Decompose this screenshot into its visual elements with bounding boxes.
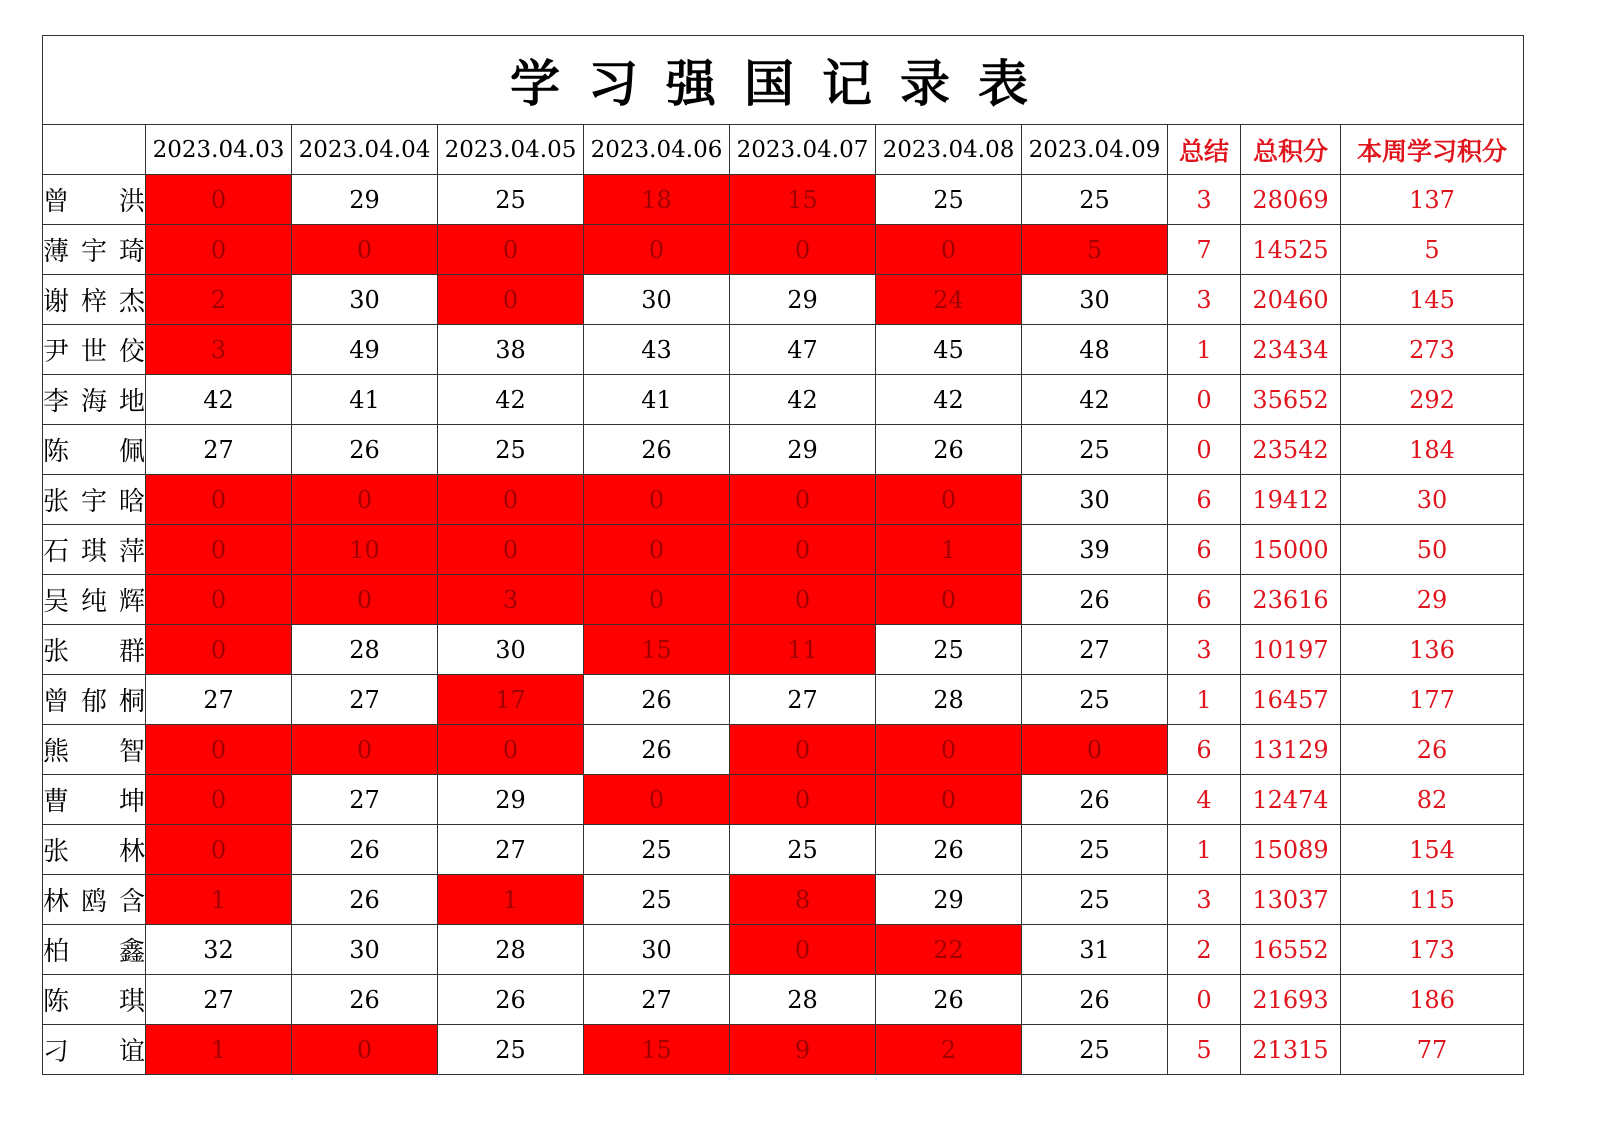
member-name: 吴纯辉 bbox=[43, 575, 146, 625]
daily-score: 27 bbox=[292, 675, 438, 725]
daily-score: 25 bbox=[730, 825, 876, 875]
daily-score: 0 bbox=[146, 725, 292, 775]
daily-score: 25 bbox=[438, 175, 584, 225]
summary-count: 0 bbox=[1168, 975, 1241, 1025]
table-row bbox=[43, 375, 1524, 425]
daily-score: 27 bbox=[730, 675, 876, 725]
total-points: 23542 bbox=[1241, 425, 1341, 475]
daily-score: 32 bbox=[146, 925, 292, 975]
daily-score: 39 bbox=[1022, 525, 1168, 575]
header-summary: 总结 bbox=[1168, 125, 1241, 175]
total-points: 35652 bbox=[1241, 375, 1341, 425]
member-name: 张宇晗 bbox=[43, 475, 146, 525]
daily-score: 0 bbox=[730, 775, 876, 825]
summary-count: 3 bbox=[1168, 175, 1241, 225]
daily-score: 25 bbox=[1022, 1025, 1168, 1075]
header-date: 2023.04.03 bbox=[146, 125, 292, 175]
summary-count: 7 bbox=[1168, 225, 1241, 275]
daily-score: 0 bbox=[876, 475, 1022, 525]
daily-score: 30 bbox=[292, 925, 438, 975]
daily-score: 48 bbox=[1022, 325, 1168, 375]
daily-score: 0 bbox=[292, 725, 438, 775]
weekly-points: 154 bbox=[1341, 825, 1524, 875]
daily-score: 0 bbox=[584, 775, 730, 825]
summary-count: 3 bbox=[1168, 625, 1241, 675]
weekly-points: 30 bbox=[1341, 475, 1524, 525]
daily-score: 0 bbox=[876, 575, 1022, 625]
daily-score: 0 bbox=[146, 825, 292, 875]
daily-score: 0 bbox=[876, 225, 1022, 275]
table-row bbox=[43, 525, 1524, 575]
member-name: 谢梓杰 bbox=[43, 275, 146, 325]
daily-score: 42 bbox=[146, 375, 292, 425]
weekly-points: 5 bbox=[1341, 225, 1524, 275]
daily-score: 30 bbox=[584, 275, 730, 325]
daily-score: 0 bbox=[584, 525, 730, 575]
daily-score: 26 bbox=[1022, 975, 1168, 1025]
daily-score: 26 bbox=[1022, 575, 1168, 625]
summary-count: 6 bbox=[1168, 725, 1241, 775]
daily-score: 25 bbox=[1022, 825, 1168, 875]
daily-score: 29 bbox=[438, 775, 584, 825]
header-weekly: 本周学习积分 bbox=[1341, 125, 1524, 175]
header-name-blank bbox=[43, 125, 146, 175]
daily-score: 1 bbox=[146, 875, 292, 925]
member-name: 张群 bbox=[43, 625, 146, 675]
header-date: 2023.04.08 bbox=[876, 125, 1022, 175]
header-row bbox=[43, 125, 1524, 175]
header-date: 2023.04.04 bbox=[292, 125, 438, 175]
member-name: 陈佩 bbox=[43, 425, 146, 475]
daily-score: 25 bbox=[438, 1025, 584, 1075]
table-row bbox=[43, 825, 1524, 875]
total-points: 16457 bbox=[1241, 675, 1341, 725]
daily-score: 0 bbox=[438, 525, 584, 575]
weekly-points: 29 bbox=[1341, 575, 1524, 625]
member-name: 熊智 bbox=[43, 725, 146, 775]
total-points: 16552 bbox=[1241, 925, 1341, 975]
table-row bbox=[43, 275, 1524, 325]
daily-score: 30 bbox=[1022, 475, 1168, 525]
daily-score: 0 bbox=[438, 225, 584, 275]
summary-count: 6 bbox=[1168, 575, 1241, 625]
daily-score: 0 bbox=[438, 725, 584, 775]
daily-score: 0 bbox=[584, 575, 730, 625]
daily-score: 26 bbox=[292, 425, 438, 475]
daily-score: 0 bbox=[292, 475, 438, 525]
daily-score: 10 bbox=[292, 525, 438, 575]
header-total: 总积分 bbox=[1241, 125, 1341, 175]
table-row bbox=[43, 725, 1524, 775]
total-points: 13129 bbox=[1241, 725, 1341, 775]
header-date: 2023.04.09 bbox=[1022, 125, 1168, 175]
total-points: 28069 bbox=[1241, 175, 1341, 225]
daily-score: 41 bbox=[584, 375, 730, 425]
daily-score: 27 bbox=[146, 425, 292, 475]
daily-score: 28 bbox=[438, 925, 584, 975]
table-row bbox=[43, 325, 1524, 375]
summary-count: 2 bbox=[1168, 925, 1241, 975]
table-row bbox=[43, 225, 1524, 275]
table-row bbox=[43, 425, 1524, 475]
daily-score: 28 bbox=[876, 675, 1022, 725]
daily-score: 5 bbox=[1022, 225, 1168, 275]
daily-score: 25 bbox=[584, 825, 730, 875]
member-name: 刁谊 bbox=[43, 1025, 146, 1075]
header-date: 2023.04.05 bbox=[438, 125, 584, 175]
total-points: 21693 bbox=[1241, 975, 1341, 1025]
total-points: 13037 bbox=[1241, 875, 1341, 925]
weekly-points: 173 bbox=[1341, 925, 1524, 975]
daily-score: 26 bbox=[584, 725, 730, 775]
weekly-points: 50 bbox=[1341, 525, 1524, 575]
daily-score: 49 bbox=[292, 325, 438, 375]
daily-score: 26 bbox=[584, 425, 730, 475]
daily-score: 0 bbox=[584, 225, 730, 275]
summary-count: 0 bbox=[1168, 425, 1241, 475]
summary-count: 1 bbox=[1168, 675, 1241, 725]
daily-score: 0 bbox=[584, 475, 730, 525]
weekly-points: 273 bbox=[1341, 325, 1524, 375]
daily-score: 42 bbox=[1022, 375, 1168, 425]
daily-score: 1 bbox=[438, 875, 584, 925]
daily-score: 43 bbox=[584, 325, 730, 375]
daily-score: 42 bbox=[438, 375, 584, 425]
weekly-points: 82 bbox=[1341, 775, 1524, 825]
daily-score: 0 bbox=[146, 525, 292, 575]
member-name: 林鸥含 bbox=[43, 875, 146, 925]
summary-count: 3 bbox=[1168, 275, 1241, 325]
daily-score: 29 bbox=[292, 175, 438, 225]
weekly-points: 137 bbox=[1341, 175, 1524, 225]
table-row bbox=[43, 1025, 1524, 1075]
daily-score: 15 bbox=[584, 625, 730, 675]
daily-score: 27 bbox=[292, 775, 438, 825]
daily-score: 26 bbox=[438, 975, 584, 1025]
daily-score: 25 bbox=[1022, 425, 1168, 475]
daily-score: 26 bbox=[292, 875, 438, 925]
daily-score: 25 bbox=[1022, 675, 1168, 725]
weekly-points: 145 bbox=[1341, 275, 1524, 325]
member-name: 石琪萍 bbox=[43, 525, 146, 575]
daily-score: 30 bbox=[438, 625, 584, 675]
daily-score: 26 bbox=[1022, 775, 1168, 825]
weekly-points: 115 bbox=[1341, 875, 1524, 925]
member-name: 尹世佼 bbox=[43, 325, 146, 375]
daily-score: 2 bbox=[876, 1025, 1022, 1075]
daily-score: 29 bbox=[730, 425, 876, 475]
member-name: 陈琪 bbox=[43, 975, 146, 1025]
total-points: 21315 bbox=[1241, 1025, 1341, 1075]
daily-score: 0 bbox=[146, 475, 292, 525]
daily-score: 15 bbox=[584, 1025, 730, 1075]
weekly-points: 136 bbox=[1341, 625, 1524, 675]
daily-score: 30 bbox=[1022, 275, 1168, 325]
daily-score: 0 bbox=[730, 525, 876, 575]
total-points: 10197 bbox=[1241, 625, 1341, 675]
daily-score: 9 bbox=[730, 1025, 876, 1075]
daily-score: 0 bbox=[292, 575, 438, 625]
table-row bbox=[43, 925, 1524, 975]
summary-count: 3 bbox=[1168, 875, 1241, 925]
daily-score: 0 bbox=[146, 175, 292, 225]
daily-score: 0 bbox=[1022, 725, 1168, 775]
weekly-points: 177 bbox=[1341, 675, 1524, 725]
member-name: 曹坤 bbox=[43, 775, 146, 825]
table-row bbox=[43, 175, 1524, 225]
daily-score: 25 bbox=[876, 625, 1022, 675]
daily-score: 0 bbox=[730, 225, 876, 275]
daily-score: 30 bbox=[292, 275, 438, 325]
summary-count: 1 bbox=[1168, 325, 1241, 375]
daily-score: 26 bbox=[584, 675, 730, 725]
daily-score: 30 bbox=[584, 925, 730, 975]
daily-score: 31 bbox=[1022, 925, 1168, 975]
weekly-points: 184 bbox=[1341, 425, 1524, 475]
daily-score: 0 bbox=[292, 225, 438, 275]
total-points: 12474 bbox=[1241, 775, 1341, 825]
weekly-points: 292 bbox=[1341, 375, 1524, 425]
daily-score: 47 bbox=[730, 325, 876, 375]
total-points: 15000 bbox=[1241, 525, 1341, 575]
daily-score: 25 bbox=[1022, 875, 1168, 925]
table-row bbox=[43, 675, 1524, 725]
table-row bbox=[43, 775, 1524, 825]
daily-score: 1 bbox=[876, 525, 1022, 575]
daily-score: 27 bbox=[146, 675, 292, 725]
daily-score: 0 bbox=[730, 725, 876, 775]
daily-score: 1 bbox=[146, 1025, 292, 1075]
daily-score: 42 bbox=[876, 375, 1022, 425]
daily-score: 28 bbox=[292, 625, 438, 675]
daily-score: 28 bbox=[730, 975, 876, 1025]
total-points: 20460 bbox=[1241, 275, 1341, 325]
table-row bbox=[43, 475, 1524, 525]
summary-count: 0 bbox=[1168, 375, 1241, 425]
total-points: 15089 bbox=[1241, 825, 1341, 875]
total-points: 19412 bbox=[1241, 475, 1341, 525]
member-name: 张林 bbox=[43, 825, 146, 875]
page-title: 学习强国记录表 bbox=[43, 36, 1524, 125]
daily-score: 17 bbox=[438, 675, 584, 725]
daily-score: 0 bbox=[438, 275, 584, 325]
member-name: 李海地 bbox=[43, 375, 146, 425]
daily-score: 26 bbox=[876, 425, 1022, 475]
daily-score: 26 bbox=[292, 975, 438, 1025]
daily-score: 0 bbox=[146, 575, 292, 625]
record-table bbox=[42, 35, 1524, 1075]
member-name: 曾郁桐 bbox=[43, 675, 146, 725]
summary-count: 4 bbox=[1168, 775, 1241, 825]
daily-score: 26 bbox=[292, 825, 438, 875]
daily-score: 25 bbox=[1022, 175, 1168, 225]
weekly-points: 26 bbox=[1341, 725, 1524, 775]
header-date: 2023.04.06 bbox=[584, 125, 730, 175]
daily-score: 0 bbox=[438, 475, 584, 525]
weekly-points: 186 bbox=[1341, 975, 1524, 1025]
table-row bbox=[43, 575, 1524, 625]
daily-score: 38 bbox=[438, 325, 584, 375]
daily-score: 25 bbox=[438, 425, 584, 475]
daily-score: 2 bbox=[146, 275, 292, 325]
total-points: 23434 bbox=[1241, 325, 1341, 375]
daily-score: 27 bbox=[438, 825, 584, 875]
summary-count: 6 bbox=[1168, 475, 1241, 525]
table-row bbox=[43, 975, 1524, 1025]
daily-score: 27 bbox=[146, 975, 292, 1025]
daily-score: 8 bbox=[730, 875, 876, 925]
header-date: 2023.04.07 bbox=[730, 125, 876, 175]
member-name: 柏鑫 bbox=[43, 925, 146, 975]
daily-score: 41 bbox=[292, 375, 438, 425]
daily-score: 0 bbox=[876, 725, 1022, 775]
daily-score: 42 bbox=[730, 375, 876, 425]
total-points: 14525 bbox=[1241, 225, 1341, 275]
total-points: 23616 bbox=[1241, 575, 1341, 625]
daily-score: 24 bbox=[876, 275, 1022, 325]
member-name: 曾洪 bbox=[43, 175, 146, 225]
table-row bbox=[43, 875, 1524, 925]
daily-score: 22 bbox=[876, 925, 1022, 975]
summary-count: 1 bbox=[1168, 825, 1241, 875]
daily-score: 27 bbox=[1022, 625, 1168, 675]
daily-score: 27 bbox=[584, 975, 730, 1025]
daily-score: 0 bbox=[146, 775, 292, 825]
daily-score: 29 bbox=[730, 275, 876, 325]
daily-score: 18 bbox=[584, 175, 730, 225]
table-row bbox=[43, 625, 1524, 675]
summary-count: 5 bbox=[1168, 1025, 1241, 1075]
daily-score: 15 bbox=[730, 175, 876, 225]
weekly-points: 77 bbox=[1341, 1025, 1524, 1075]
summary-count: 6 bbox=[1168, 525, 1241, 575]
member-name: 薄宇琦 bbox=[43, 225, 146, 275]
daily-score: 0 bbox=[730, 475, 876, 525]
daily-score: 0 bbox=[730, 925, 876, 975]
daily-score: 0 bbox=[730, 575, 876, 625]
daily-score: 45 bbox=[876, 325, 1022, 375]
daily-score: 25 bbox=[584, 875, 730, 925]
daily-score: 26 bbox=[876, 825, 1022, 875]
daily-score: 11 bbox=[730, 625, 876, 675]
daily-score: 26 bbox=[876, 975, 1022, 1025]
daily-score: 3 bbox=[146, 325, 292, 375]
daily-score: 25 bbox=[876, 175, 1022, 225]
daily-score: 3 bbox=[438, 575, 584, 625]
daily-score: 0 bbox=[146, 625, 292, 675]
daily-score: 0 bbox=[876, 775, 1022, 825]
daily-score: 0 bbox=[292, 1025, 438, 1075]
daily-score: 0 bbox=[146, 225, 292, 275]
daily-score: 29 bbox=[876, 875, 1022, 925]
